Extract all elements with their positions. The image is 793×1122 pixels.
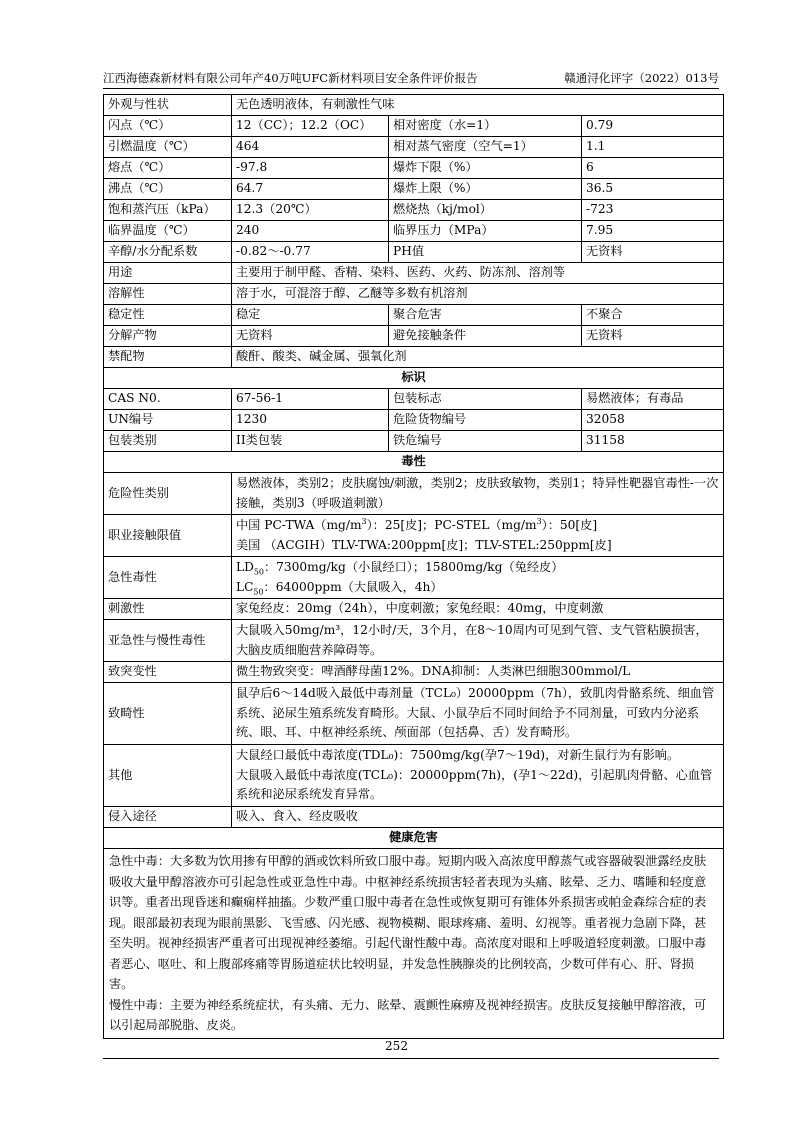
label-cell: 避免接触条件 [389,326,582,347]
label-cell: 饱和蒸汽压（kPa） [104,200,232,221]
document-number: 赣通浔化评字（2022）013号 [564,71,719,85]
section-row [104,368,724,389]
lc50-line: $LC_{50}$：64000ppm（大鼠吸入，4h） [236,579,443,596]
value-cell: 无资料 [582,242,724,263]
value-cell: 微生物致突变：啤酒酵母菌12%。DNA抑制：人类淋巴细胞300mmol/L [232,662,724,683]
other-line-2: 大鼠吸入最低中毒浓度(TCL₀)：20000ppm(7h)，(孕1～22d)，引起肌肉骨骼、心血管系统和泌尿系统发育异常。 [236,767,713,802]
label-cell: CAS N0. [104,389,232,410]
label-cell: 相对密度（水=1） [389,116,582,137]
value-cell: 31158 [582,431,724,452]
footer-divider [103,1058,719,1059]
value-cell: -97.8 [232,158,389,179]
value-cell: 12.3（20℃） [232,200,389,221]
label-cell: 包装标志 [389,389,582,410]
label-cell: 聚合危害 [389,305,582,326]
value-cell: 64.7 [232,179,389,200]
table-row [104,807,724,828]
label-cell: 沸点（℃） [104,179,232,200]
table-row [104,305,724,326]
label-cell: 亚急性与慢性毒性 [104,620,232,662]
value-cell: 溶于水，可混溶于醇、乙醚等多数有机溶剂 [232,284,724,305]
value-cell: 吸入、食入、经皮吸收 [232,807,724,828]
table-row [104,599,724,620]
value-cell: 不聚合 [582,305,724,326]
value-cell: 0.79 [582,116,724,137]
value-cell [232,515,724,557]
value-cell: 7.95 [582,221,724,242]
label-cell: 外观与性状 [104,95,232,116]
label-cell: 禁配物 [104,347,232,368]
table-row [104,200,724,221]
label-cell: 溶解性 [104,284,232,305]
health-hazards-text [104,849,724,1039]
label-cell: 引燃温度（℃） [104,137,232,158]
table-row [104,515,724,557]
value-cell: 家兔经皮：20mg（24h），中度刺激；家兔经眼：40mg，中度刺激 [232,599,724,620]
value-cell: 无资料 [582,326,724,347]
exposure-limit-china: 中国 $PC-TWA(mg/m^3)$：25[皮]；$PC-STEL(mg/m^3)$：50[皮] [236,516,598,532]
value-cell [232,557,724,599]
chronic-poisoning-paragraph: 慢性中毒：主要为神经系统症状，有头痛、无力、眩晕、震颤性麻痹及视神经损害。皮肤反复接触甲醇溶液，可以引起局部脱脂、皮炎。 [109,997,707,1032]
value-cell: 36.5 [582,179,724,200]
label-cell: 致突变性 [104,662,232,683]
table-row [104,284,724,305]
table-row [104,116,724,137]
label-cell: 危险货物编号 [389,410,582,431]
value-cell: 无色透明液体，有刺激性气味 [232,95,724,116]
table-row [104,221,724,242]
value-cell: 1.1 [582,137,724,158]
table-row [104,662,724,683]
label-cell: 危险性类别 [104,473,232,515]
table-row [104,389,724,410]
table-row [104,95,724,116]
table-row [104,683,724,745]
label-cell: 用途 [104,263,232,284]
other-line-1: 大鼠经口最低中毒浓度(TDL₀)：7500mg/kg(孕7～19d)，对新生鼠行为有影响。 [236,748,680,763]
page-number: 252 [385,1039,408,1053]
value-cell: 67-56-1 [232,389,389,410]
label-cell: 职业接触限值 [104,515,232,557]
value-cell: 1230 [232,410,389,431]
section-row [104,828,724,849]
value-cell: 酸酐、酸类、碱金属、强氧化剂 [232,347,724,368]
value-cell: 鼠孕后6～14d吸入最低中毒剂量（TCL₀）20000ppm（7h），致肌肉骨骼系统、细血管系统、泌尿生殖系统发育畸形。大鼠、小鼠孕后不同时间给予不同剂量，可致内分泌系统、眼、耳、中枢神经系统、颅面部（包括鼻、舌）发育畸形。 [232,683,724,745]
label-cell: 相对蒸气密度（空气=1） [389,137,582,158]
table-row [104,263,724,284]
label-cell: 稳定性 [104,305,232,326]
section-heading-toxicity: 毒性 [104,452,724,473]
table-row [104,347,724,368]
value-cell: II类包装 [232,431,389,452]
value-cell: 稳定 [232,305,389,326]
ld50-line: $LD_{50}$：7300mg/kg（小鼠经口）；15800mg/kg（兔经皮） [236,560,564,577]
table-row [104,557,724,599]
label-cell: PH值 [389,242,582,263]
label-cell: 急性毒性 [104,557,232,599]
table-row [104,326,724,347]
label-cell: 爆炸下限（%） [389,158,582,179]
table-row [104,431,724,452]
label-cell: 熔点（℃） [104,158,232,179]
value-cell: -0.82～-0.77 [232,242,389,263]
section-heading-identification: 标识 [104,368,724,389]
table-row [104,745,724,807]
label-cell: UN编号 [104,410,232,431]
page-header [103,68,719,89]
value-cell [232,745,724,807]
label-cell: 刺激性 [104,599,232,620]
methanol-properties-table [103,94,724,1039]
value-cell: 12（CC）；12.2（OC） [232,116,389,137]
value-cell: 主要用于制甲醛、香精、染料、医药、火药、防冻剂、溶剂等 [232,263,724,284]
label-cell: 其他 [104,745,232,807]
label-cell: 致畸性 [104,683,232,745]
value-cell: 32058 [582,410,724,431]
label-cell: 辛醇/水分配系数 [104,242,232,263]
value-cell: 易燃液体，类别2；皮肤腐蚀/刺激，类别2；皮肤致敏物，类别1；特异性靶器官毒性-一次接触，类别3（呼吸道刺激） [232,473,724,515]
table-row [104,158,724,179]
value-cell: 大鼠吸入50mg/m³，12小时/天，3个月，在8～10周内可见到气管、支气管粘膜损害，大脑皮质细胞营养障碍等。 [232,620,724,662]
table-row [104,849,724,1039]
value-cell: 240 [232,221,389,242]
label-cell: 临界压力（MPa） [389,221,582,242]
label-cell: 闪点（℃） [104,116,232,137]
label-cell: 铁危编号 [389,431,582,452]
value-cell: 6 [582,158,724,179]
report-title: 江西海德森新材料有限公司年产40万吨UFC新材料项目安全条件评价报告 [103,71,478,85]
section-heading-health-hazards: 健康危害 [104,828,724,849]
table-row [104,179,724,200]
value-cell: -723 [582,200,724,221]
table-row [104,137,724,158]
value-cell: 464 [232,137,389,158]
label-cell: 爆炸上限（%） [389,179,582,200]
label-cell: 燃烧热（kj/mol） [389,200,582,221]
section-row [104,452,724,473]
exposure-limit-us: 美国 （ACGIH）TLV-TWA:200ppm[皮]；TLV-STEL:250ppm[皮] [236,537,612,552]
table-row [104,242,724,263]
value-cell: 易燃液体；有毒品 [582,389,724,410]
value-cell: 无资料 [232,326,389,347]
table-row [104,473,724,515]
acute-poisoning-paragraph: 急性中毒：大多数为饮用掺有甲醇的酒或饮料所致口服中毒。短期内吸入高浓度甲醇蒸气或容器破裂泄露经皮肤吸收大量甲醇溶液亦可引起急性或亚急性中毒。中枢神经系统损害轻者表现为头痛、眩晕、乏力、嗜睡和轻度意识等。重者出现昏迷和癫痫样抽搐。少数严重口服中毒者在急性或恢复期可有锥体外系损害或帕金森综合症的表现。眼部最初表现为眼前黑影、飞雪感、闪光感、视物模糊、眼球疼痛、羞明、幻视等。重者视力急剧下降，甚至失明。视神经损害严重者可出现视神经萎缩。引起代谢性酸中毒。高浓度对眼和上呼吸道轻度刺激。口服中毒者恶心、呕吐、和上腹部疼痛等胃肠道症状比较明显，并发急性胰腺炎的比例较高，少数可伴有心、肝、肾损害。 [109,854,707,991]
label-cell: 分解产物 [104,326,232,347]
table-row [104,410,724,431]
table-row [104,620,724,662]
label-cell: 临界温度（℃） [104,221,232,242]
label-cell: 包装类别 [104,431,232,452]
label-cell: 侵入途径 [104,807,232,828]
